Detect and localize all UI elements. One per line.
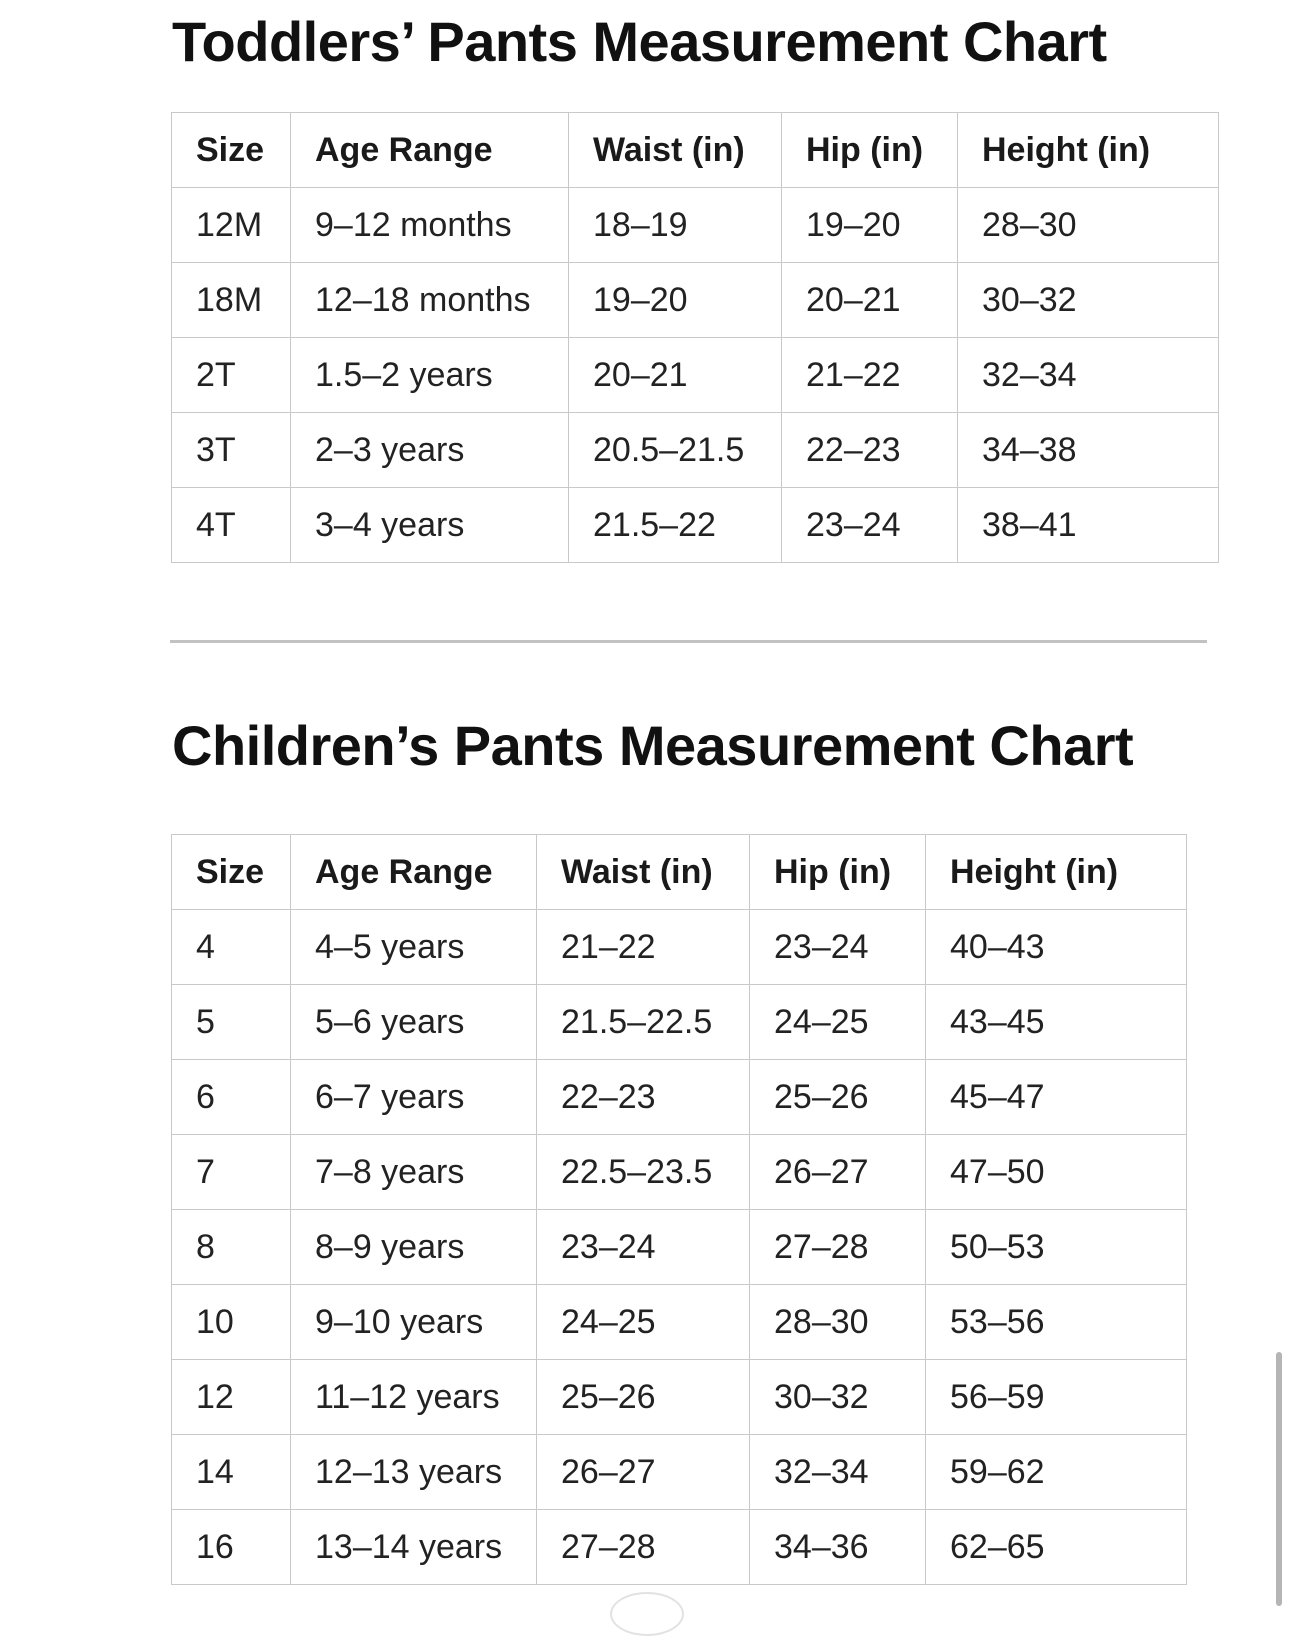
- cell-age-range: 5–6 years: [291, 985, 537, 1060]
- cell-waist: 26–27: [537, 1435, 750, 1510]
- header-age-range: Age Range: [291, 835, 537, 910]
- cell-age-range: 12–13 years: [291, 1435, 537, 1510]
- table-row: [172, 488, 1219, 563]
- cell-hip: 28–30: [750, 1285, 926, 1360]
- cell-hip: 22–23: [782, 413, 958, 488]
- cell-age-range: 7–8 years: [291, 1135, 537, 1210]
- cell-height: 50–53: [926, 1210, 1187, 1285]
- table-row: [172, 910, 1187, 985]
- cell-height: 56–59: [926, 1360, 1187, 1435]
- cell-age-range: 4–5 years: [291, 910, 537, 985]
- table-row: [172, 1360, 1187, 1435]
- cell-size: 4: [172, 910, 291, 985]
- cell-size: 16: [172, 1510, 291, 1585]
- table-header-row: [172, 835, 1187, 910]
- cell-waist: 21.5–22: [569, 488, 782, 563]
- cell-hip: 19–20: [782, 188, 958, 263]
- cell-height: 62–65: [926, 1510, 1187, 1585]
- cell-size: 4T: [172, 488, 291, 563]
- cell-height: 59–62: [926, 1435, 1187, 1510]
- cell-waist: 22–23: [537, 1060, 750, 1135]
- cell-age-range: 1.5–2 years: [291, 338, 569, 413]
- table-row: [172, 1060, 1187, 1135]
- cell-age-range: 8–9 years: [291, 1210, 537, 1285]
- table-row: [172, 188, 1219, 263]
- cell-waist: 27–28: [537, 1510, 750, 1585]
- cell-hip: 25–26: [750, 1060, 926, 1135]
- toddlers-measurement-table: [171, 112, 1219, 563]
- cell-age-range: 9–10 years: [291, 1285, 537, 1360]
- cell-hip: 23–24: [782, 488, 958, 563]
- table-header-row: [172, 113, 1219, 188]
- table-row: [172, 263, 1219, 338]
- table-row: [172, 1210, 1187, 1285]
- cell-age-range: 12–18 months: [291, 263, 569, 338]
- header-height: Height (in): [958, 113, 1219, 188]
- header-hip: Hip (in): [750, 835, 926, 910]
- header-height: Height (in): [926, 835, 1187, 910]
- cell-size: 12: [172, 1360, 291, 1435]
- header-size: Size: [172, 835, 291, 910]
- table-row: [172, 413, 1219, 488]
- table-row: [172, 338, 1219, 413]
- header-size: Size: [172, 113, 291, 188]
- floating-button-edge[interactable]: [610, 1592, 684, 1636]
- table-row: [172, 1285, 1187, 1360]
- cell-waist: 24–25: [537, 1285, 750, 1360]
- table-row: [172, 1435, 1187, 1510]
- cell-age-range: 9–12 months: [291, 188, 569, 263]
- cell-hip: 26–27: [750, 1135, 926, 1210]
- cell-size: 10: [172, 1285, 291, 1360]
- cell-hip: 34–36: [750, 1510, 926, 1585]
- cell-hip: 30–32: [750, 1360, 926, 1435]
- cell-waist: 21.5–22.5: [537, 985, 750, 1060]
- cell-height: 45–47: [926, 1060, 1187, 1135]
- cell-waist: 25–26: [537, 1360, 750, 1435]
- cell-height: 40–43: [926, 910, 1187, 985]
- cell-waist: 19–20: [569, 263, 782, 338]
- table-row: [172, 1135, 1187, 1210]
- table-row: [172, 1510, 1187, 1585]
- cell-waist: 21–22: [537, 910, 750, 985]
- cell-age-range: 11–12 years: [291, 1360, 537, 1435]
- cell-size: 8: [172, 1210, 291, 1285]
- cell-height: 47–50: [926, 1135, 1187, 1210]
- header-waist: Waist (in): [569, 113, 782, 188]
- cell-size: 14: [172, 1435, 291, 1510]
- cell-size: 2T: [172, 338, 291, 413]
- cell-hip: 23–24: [750, 910, 926, 985]
- header-hip: Hip (in): [782, 113, 958, 188]
- children-measurement-table: [171, 834, 1187, 1585]
- cell-height: 38–41: [958, 488, 1219, 563]
- cell-size: 18M: [172, 263, 291, 338]
- cell-age-range: 6–7 years: [291, 1060, 537, 1135]
- children-chart-title: Children’s Pants Measurement Chart: [172, 714, 1134, 777]
- cell-waist: 20–21: [569, 338, 782, 413]
- cell-age-range: 2–3 years: [291, 413, 569, 488]
- cell-age-range: 13–14 years: [291, 1510, 537, 1585]
- cell-age-range: 3–4 years: [291, 488, 569, 563]
- header-age-range: Age Range: [291, 113, 569, 188]
- cell-hip: 27–28: [750, 1210, 926, 1285]
- table-row: [172, 985, 1187, 1060]
- cell-hip: 24–25: [750, 985, 926, 1060]
- cell-size: 12M: [172, 188, 291, 263]
- cell-height: 32–34: [958, 338, 1219, 413]
- cell-height: 34–38: [958, 413, 1219, 488]
- cell-height: 53–56: [926, 1285, 1187, 1360]
- cell-height: 28–30: [958, 188, 1219, 263]
- vertical-scrollbar[interactable]: [1276, 1352, 1282, 1606]
- cell-waist: 18–19: [569, 188, 782, 263]
- cell-waist: 23–24: [537, 1210, 750, 1285]
- cell-size: 3T: [172, 413, 291, 488]
- cell-hip: 20–21: [782, 263, 958, 338]
- header-waist: Waist (in): [537, 835, 750, 910]
- cell-waist: 20.5–21.5: [569, 413, 782, 488]
- section-divider: [170, 640, 1207, 643]
- cell-size: 5: [172, 985, 291, 1060]
- toddlers-chart-title: Toddlers’ Pants Measurement Chart: [172, 10, 1107, 73]
- cell-size: 6: [172, 1060, 291, 1135]
- cell-height: 30–32: [958, 263, 1219, 338]
- cell-hip: 21–22: [782, 338, 958, 413]
- cell-size: 7: [172, 1135, 291, 1210]
- cell-waist: 22.5–23.5: [537, 1135, 750, 1210]
- cell-height: 43–45: [926, 985, 1187, 1060]
- cell-hip: 32–34: [750, 1435, 926, 1510]
